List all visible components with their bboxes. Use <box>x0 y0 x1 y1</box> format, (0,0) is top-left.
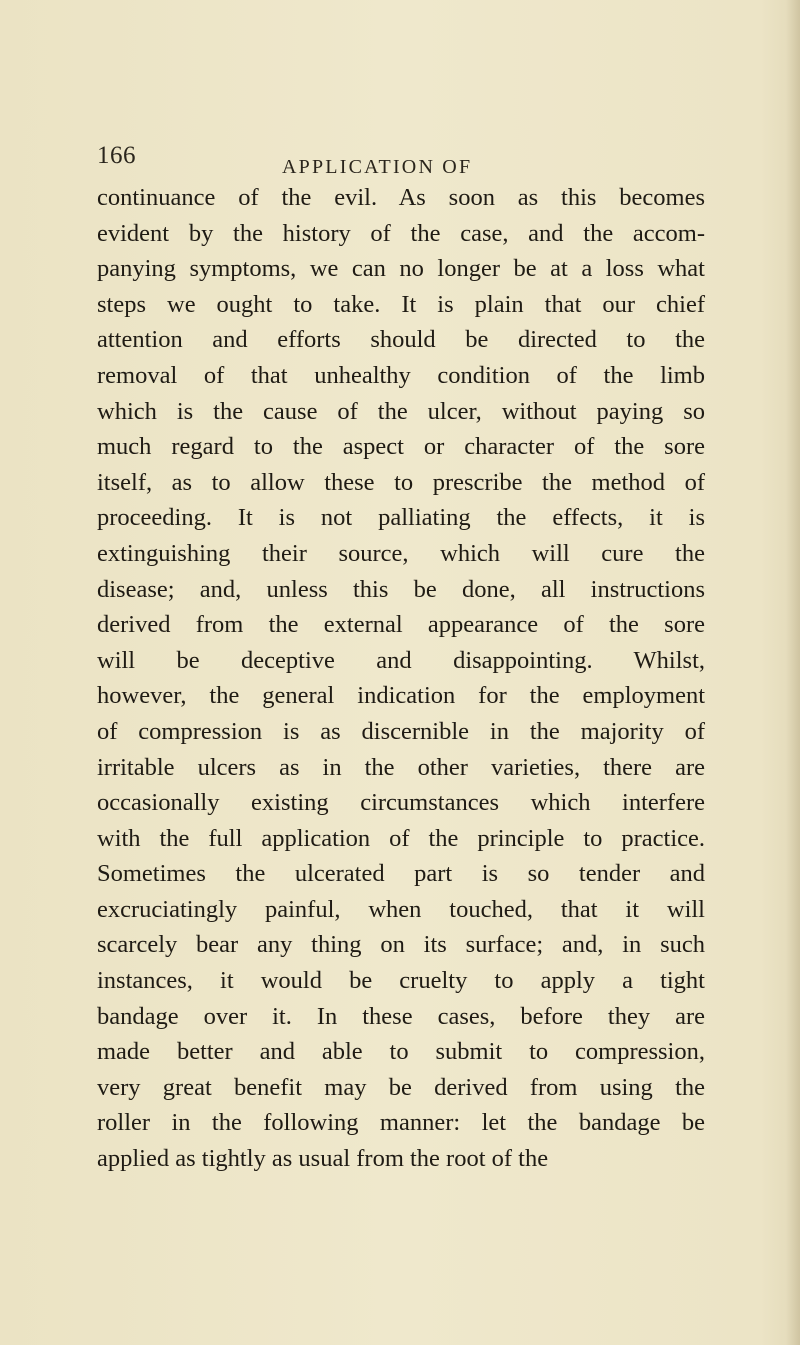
text-line: will be deceptive and disappointing. Whilst, <box>97 646 705 674</box>
text-line: scarcely bear any thing on its surface; and, in such <box>97 931 705 959</box>
text-line: instances, it would be cruelty to apply a tight <box>97 967 705 995</box>
text-line: steps we ought to take. It is plain that our chief <box>97 290 705 318</box>
text-line: very great benefit may be derived from using the <box>97 1073 705 1101</box>
running-head: APPLICATION OF <box>282 156 473 178</box>
text-line: however, the general indication for the employment <box>97 682 705 710</box>
text-line: extinguishing their source, which will cure the <box>97 539 705 567</box>
text-line: with the full application of the principle to practice. <box>97 824 705 852</box>
text-line: continuance of the evil. As soon as this becomes <box>97 184 705 211</box>
text-line: roller in the following manner: let the bandage be <box>97 1109 705 1137</box>
text-line: panying symptoms, we can no longer be at a loss what <box>97 255 705 283</box>
page-edge-shadow <box>786 0 800 1345</box>
text-line: attention and efforts should be directed to the <box>97 326 705 354</box>
text-line: much regard to the aspect or character of the sore <box>97 433 705 461</box>
text-line: made better and able to submit to compression, <box>97 1038 705 1066</box>
text-line: itself, as to allow these to prescribe the method of <box>97 468 705 496</box>
text-line: evident by the history of the case, and the accom- <box>97 219 705 247</box>
text-line: proceeding. It is not palliating the effects, it is <box>97 504 705 532</box>
text-line: which is the cause of the ulcer, without paying so <box>97 397 705 425</box>
text-line: occasionally existing circumstances which interfere <box>97 789 705 817</box>
text-line: excruciatingly painful, when touched, that it will <box>97 895 705 923</box>
text-line: removal of that unhealthy condition of the limb <box>97 361 705 389</box>
text-line: applied as tightly as usual from the root of the <box>97 1145 549 1173</box>
page-number: 166 <box>97 142 136 169</box>
text-line: disease; and, unless this be done, all instructions <box>97 575 705 603</box>
text-line: irritable ulcers as in the other varieties, there are <box>97 753 705 781</box>
text-line: bandage over it. In these cases, before they are <box>97 1002 705 1030</box>
text-line: Sometimes the ulcerated part is so tender and <box>97 860 705 888</box>
text-line: of compression is as discernible in the majority of <box>97 717 705 745</box>
body-text <box>97 180 705 1177</box>
text-line: derived from the external appearance of the sore <box>97 611 705 639</box>
